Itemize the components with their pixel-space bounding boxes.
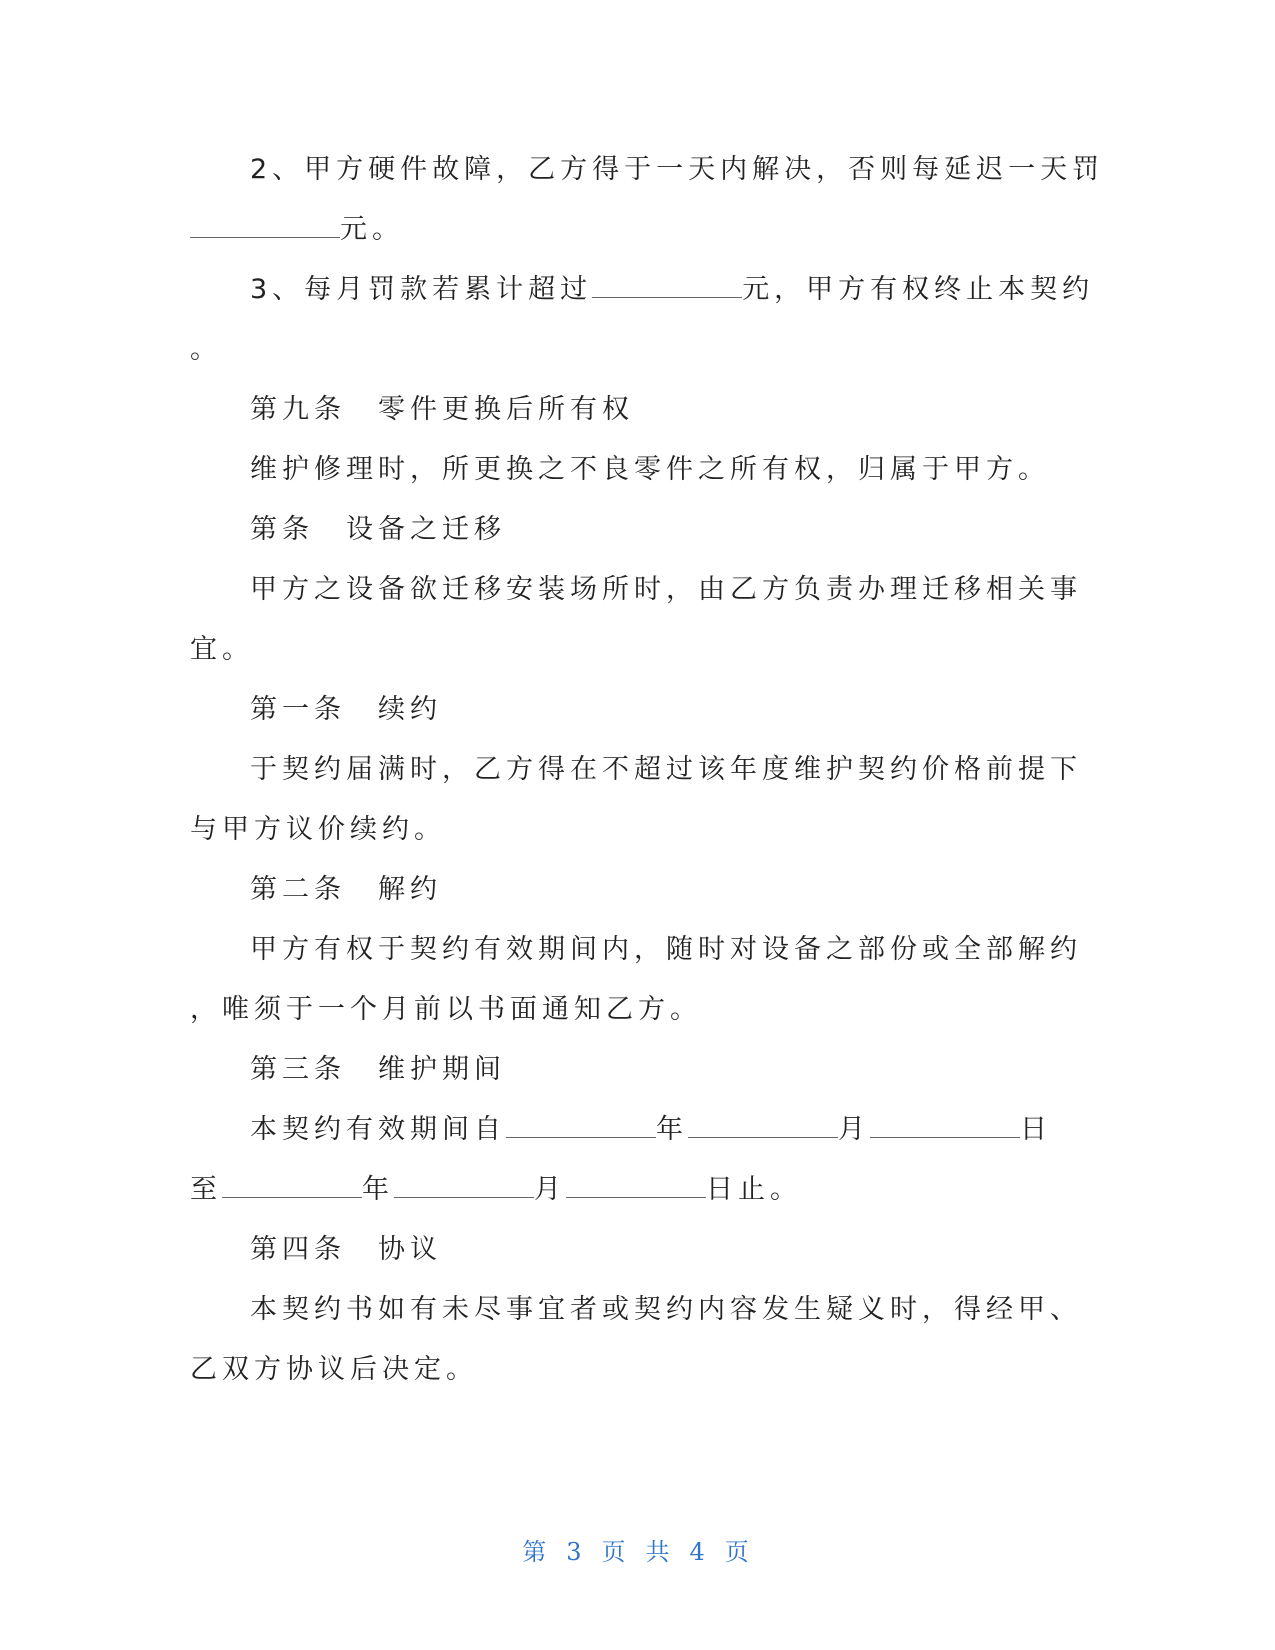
period-line-2 [190, 1160, 1070, 1220]
clause-2-line-1 [190, 140, 1105, 200]
end-year-label: 年 [362, 1174, 394, 1205]
article-12-text-2: ，唯须于一个月前以书面通知乙方。 [190, 994, 702, 1025]
end-month-label: 月 [534, 1174, 566, 1205]
clause-2-suffix: 元。 [340, 214, 404, 245]
article-11-body-line-1 [190, 740, 1082, 800]
blank-underline [394, 1175, 534, 1198]
footer-page-unit: 页 [601, 1538, 630, 1566]
article-14-title [190, 1220, 1070, 1280]
article-10-title [190, 500, 1070, 560]
article-10-text-1: 甲方之设备欲迁移安装场所时，由乙方负责办理迁移相关事 [250, 574, 1082, 605]
article-13-title [190, 1040, 1070, 1100]
blank-underline [190, 215, 340, 238]
article-11-text-1: 于契约届满时，乙方得在不超过该年度维护契约价格前提下 [250, 754, 1082, 785]
clause-2-text: 2、甲方硬件故障，乙方得于一天内解决，否则每延迟一天罚 [250, 154, 1105, 185]
start-month-label: 月 [838, 1114, 870, 1145]
start-year-label: 年 [656, 1114, 688, 1145]
article-14-body-line-2 [190, 1340, 1070, 1400]
footer-total-word: 共 [645, 1538, 674, 1566]
start-day-label: 日 [1020, 1114, 1052, 1145]
footer-current-page: 3 [566, 1538, 586, 1566]
blank-underline [222, 1175, 362, 1198]
article-14-body-line-1 [190, 1280, 1082, 1340]
article-14-text-2: 乙双方协议后决定。 [190, 1354, 478, 1385]
blank-underline [592, 275, 742, 298]
footer-total-pages: 4 [689, 1538, 709, 1566]
article-10-body-line-2 [190, 620, 1070, 680]
blank-underline [688, 1115, 838, 1138]
clause-3-prefix: 3、每月罚款若累计超过 [250, 274, 593, 305]
article-9-title [190, 380, 1070, 440]
article-9-text: 维护修理时，所更换之不良零件之所有权，归属于甲方。 [250, 454, 1050, 485]
article-12-body-line-2 [190, 980, 1070, 1040]
clause-3-suffix: 元，甲方有权终止本契约 [742, 274, 1095, 305]
article-11-body-line-2 [190, 800, 1070, 860]
clause-3-line-1 [190, 260, 1095, 320]
period-to: 至 [190, 1174, 222, 1205]
article-14-heading: 第四条 协议 [250, 1234, 442, 1265]
footer-page-unit-2: 页 [724, 1538, 753, 1566]
document-body [190, 140, 1105, 1400]
clause-3-end: 。 [190, 334, 222, 365]
article-9-heading: 第九条 零件更换后所有权 [250, 394, 634, 425]
period-prefix: 本契约有效期间自 [250, 1114, 506, 1145]
period-line-1 [190, 1100, 1070, 1160]
article-11-heading: 第一条 续约 [250, 694, 442, 725]
article-9-body [190, 440, 1070, 500]
article-11-title [190, 680, 1070, 740]
page-footer [0, 1532, 1275, 1567]
clause-3-line-2 [190, 320, 1070, 380]
article-12-heading: 第二条 解约 [250, 874, 442, 905]
article-12-body-line-1 [190, 920, 1082, 980]
article-10-text-2: 宜。 [190, 634, 254, 665]
end-day-label: 日止。 [706, 1174, 802, 1205]
article-11-text-2: 与甲方议价续约。 [190, 814, 446, 845]
blank-underline [506, 1115, 656, 1138]
article-12-text-1: 甲方有权于契约有效期间内，随时对设备之部份或全部解约 [250, 934, 1082, 965]
blank-underline [566, 1175, 706, 1198]
article-12-title [190, 860, 1070, 920]
article-10-body-line-1 [190, 560, 1082, 620]
article-14-text-1: 本契约书如有未尽事宜者或契约内容发生疑义时，得经甲、 [250, 1294, 1082, 1325]
clause-2-line-2 [190, 200, 1070, 260]
article-10-heading: 第条 设备之迁移 [250, 514, 506, 545]
blank-underline [870, 1115, 1020, 1138]
footer-page-word: 第 [522, 1538, 551, 1566]
article-13-heading: 第三条 维护期间 [250, 1054, 506, 1085]
